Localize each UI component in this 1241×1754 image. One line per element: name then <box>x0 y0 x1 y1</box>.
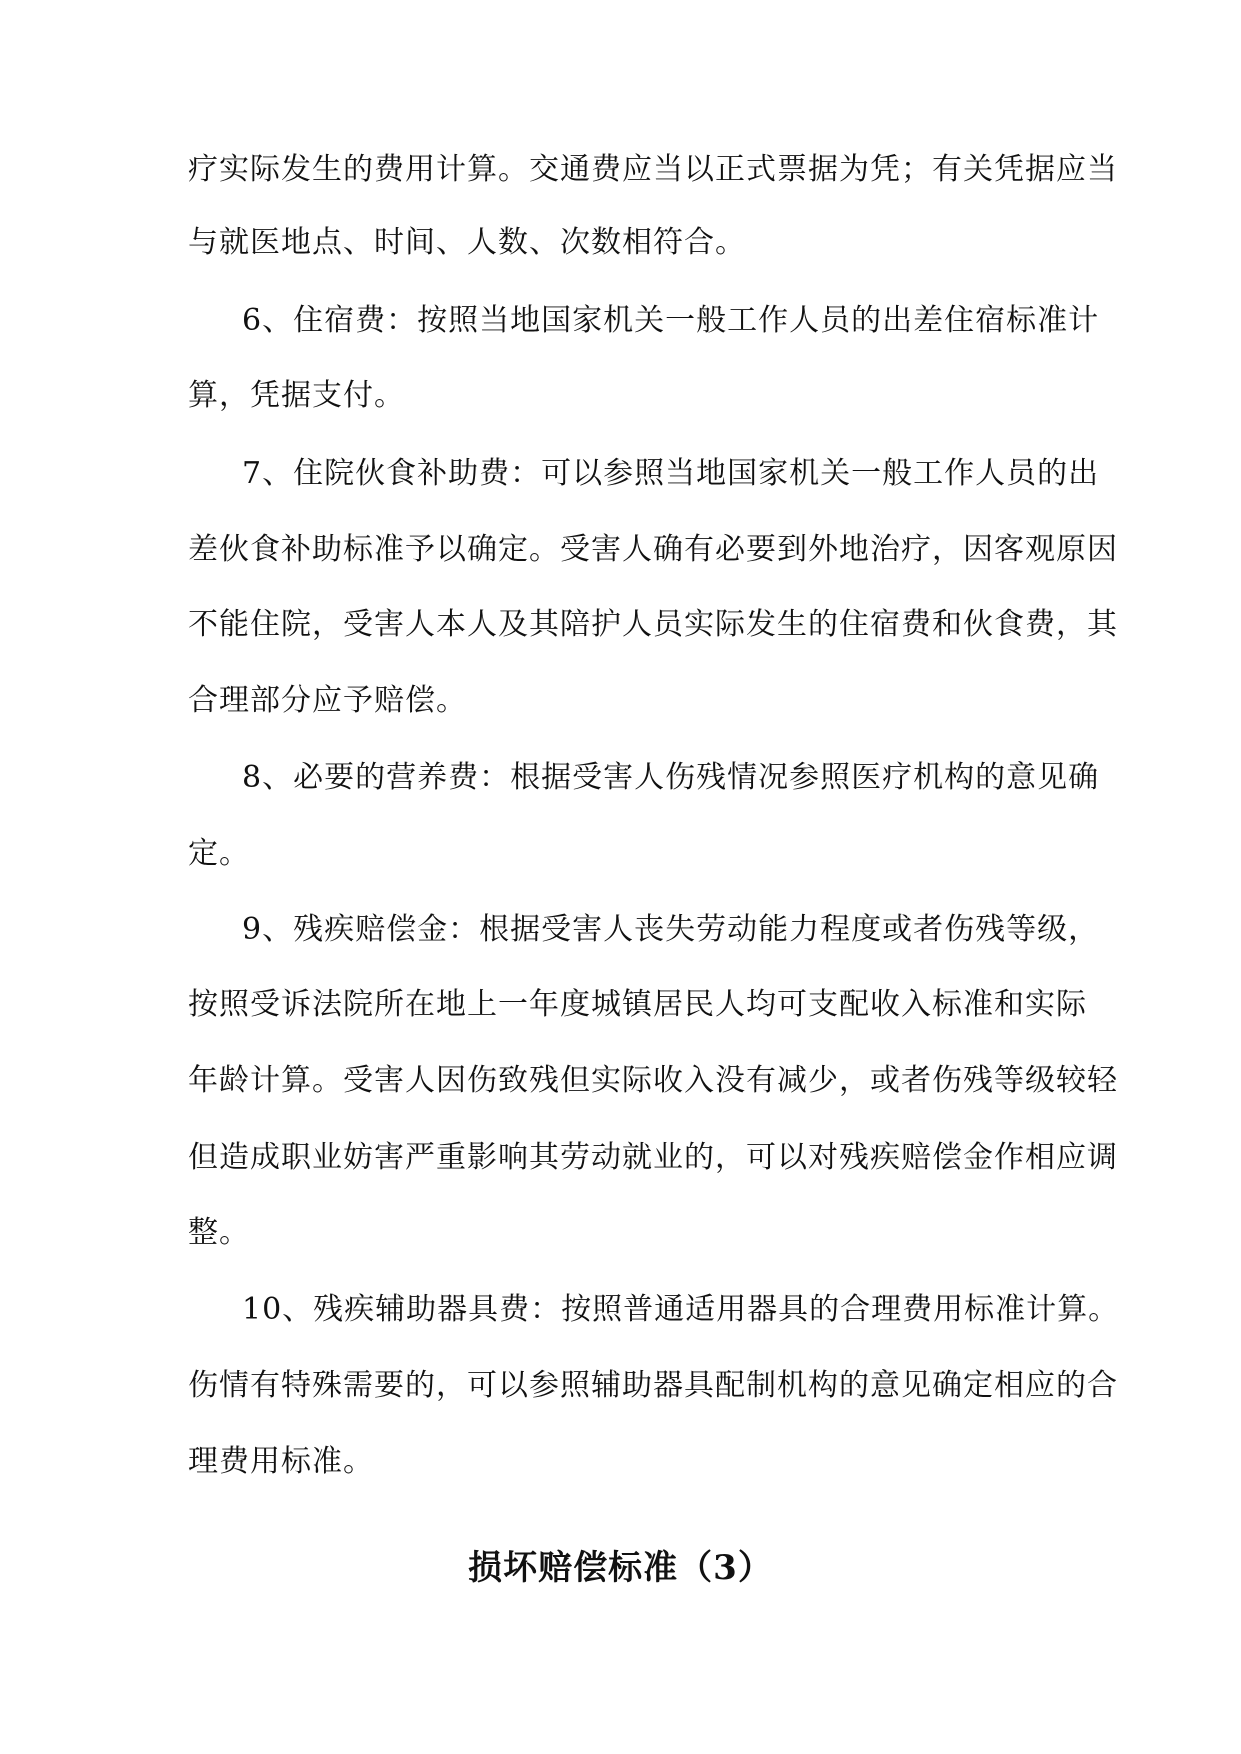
paragraph-line: 按照受诉法院所在地上一年度城镇居民人均可支配收入标准和实际 <box>188 987 1087 1022</box>
paragraph-line: 定。 <box>188 836 250 871</box>
section-heading: 损坏赔偿标准（3） <box>468 1548 773 1588</box>
paragraph-line: 理费用标准。 <box>188 1444 374 1479</box>
paragraph-line: 年龄计算。受害人因伤致残但实际收入没有减少，或者伤残等级较轻 <box>188 1063 1118 1098</box>
paragraph-line: 与就医地点、时间、人数、次数相符合。 <box>188 225 746 260</box>
paragraph-line: 算，凭据支付。 <box>188 378 405 413</box>
paragraph-line: 9、残疾赔偿金：根据受害人丧失劳动能力程度或者伤残等级， <box>242 912 1100 947</box>
paragraph-line: 6、住宿费：按照当地国家机关一般工作人员的出差住宿标准计 <box>242 303 1100 338</box>
paragraph-line: 不能住院，受害人本人及其陪护人员实际发生的住宿费和伙食费，其 <box>188 607 1118 642</box>
paragraph-line: 整。 <box>188 1215 250 1250</box>
paragraph-line: 但造成职业妨害严重影响其劳动就业的，可以对残疾赔偿金作相应调 <box>188 1140 1118 1175</box>
paragraph-line: 差伙食补助标准予以确定。受害人确有必要到外地治疗，因客观原因 <box>188 532 1118 567</box>
paragraph-line: 伤情有特殊需要的，可以参照辅助器具配制机构的意见确定相应的合 <box>188 1368 1118 1403</box>
paragraph-line: 7、住院伙食补助费：可以参照当地国家机关一般工作人员的出 <box>242 456 1100 491</box>
paragraph-line: 8、必要的营养费：根据受害人伤残情况参照医疗机构的意见确 <box>242 760 1100 795</box>
paragraph-line: 合理部分应予赔偿。 <box>188 683 467 718</box>
paragraph-line: 疗实际发生的费用计算。交通费应当以正式票据为凭；有关凭据应当 <box>188 152 1118 187</box>
paragraph-line: 10、残疾辅助器具费：按照普通适用器具的合理费用标准计算。 <box>242 1292 1120 1327</box>
